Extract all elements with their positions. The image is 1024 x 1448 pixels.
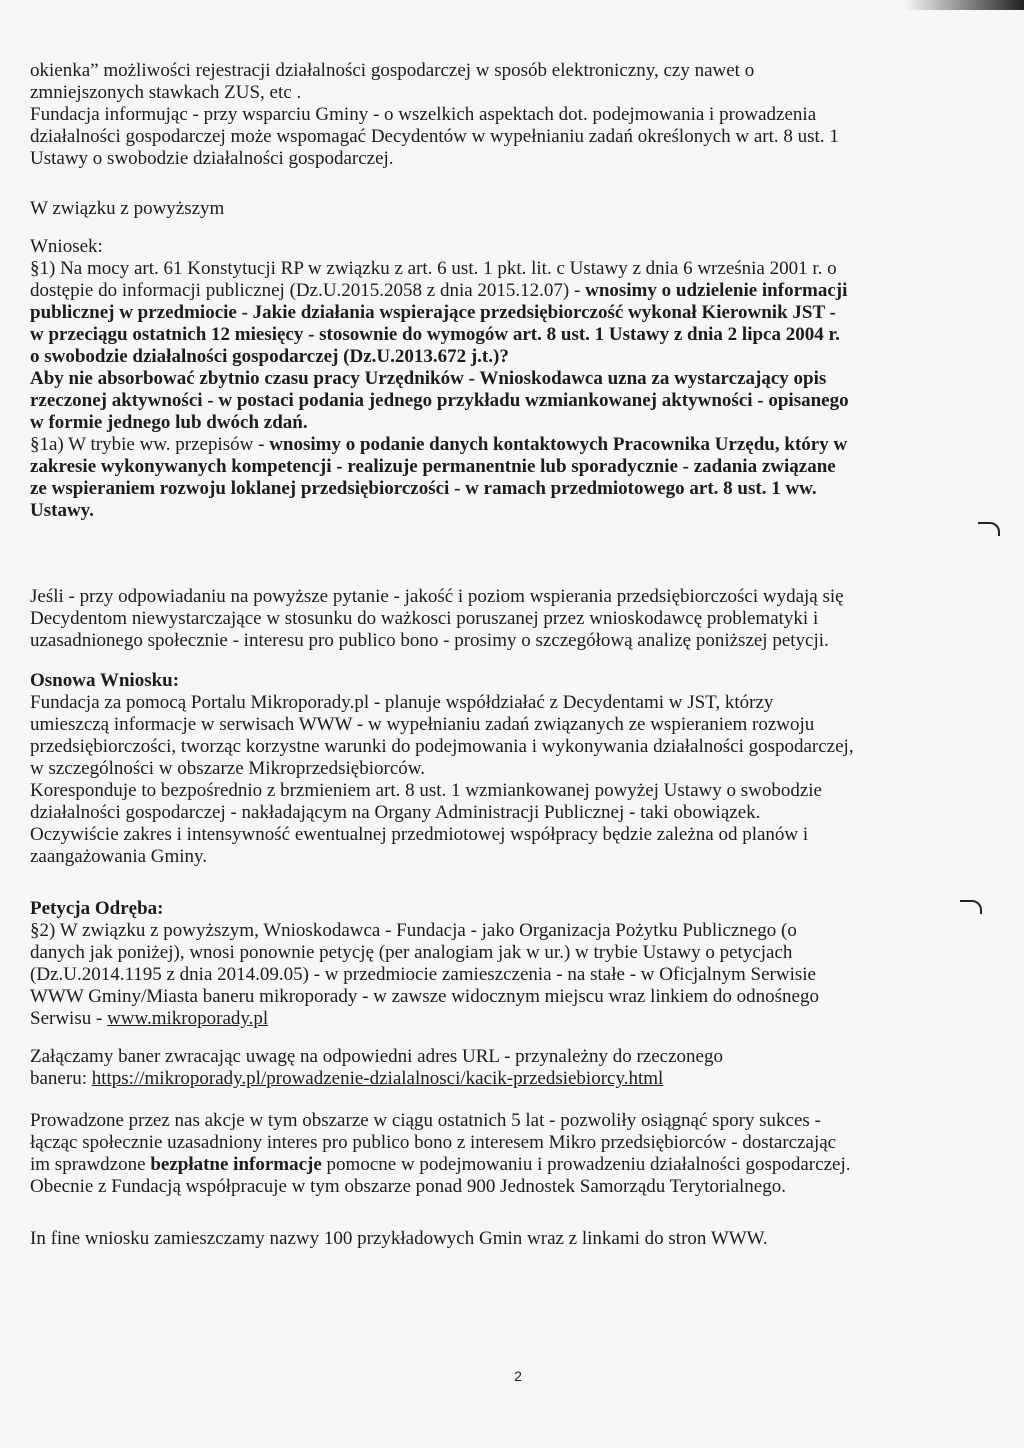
text-line [30,280,980,302]
wniosek-heading: Wniosek: [30,236,103,257]
osnowa-heading: Osnowa Wniosku: [30,670,180,691]
text-line: działalności gospodarczej może wspomagać Decydentów w wypełnianiu zadań określonych w art. 8 ust. 1 [30,126,839,147]
jesli-paragraph [30,586,980,652]
text-span: §1a) W trybie ww. przepisów - [30,434,270,455]
petycja-section [30,898,980,1030]
punch-hole-mark [960,900,982,914]
text-span: baneru: [30,1068,92,1089]
text-line: Prowadzone przez nas akcje w tym obszarze w ciągu ostatnich 5 lat - pozwoliły osiągnąć spory sukces - [30,1110,821,1131]
text-line: Oczywiście zakres i intensywność ewentualnej przedmiotowej współpracy będzie zależna od planów i [30,824,809,845]
text-line [30,1154,980,1176]
bold-span: bezpłatne informacje [150,1154,322,1175]
zalaczamy-paragraph [30,1046,980,1090]
text-line: umieszczą informacje w serwisach WWW - w wypełnianiu zadań związanych ze wspieraniem rozwoju [30,714,815,735]
text-span: dostępie do informacji publicznej (Dz.U.2015.2058 z dnia 2015.12.07) - [30,280,586,301]
text-line [30,434,980,456]
text-line: §2) W związku z powyższym, Wnioskodawca - Fundacja - jako Organizacja Pożytku Publicznego (o [30,920,797,941]
text-line: publicznej w przedmiocie - Jakie działania wspierające przedsiębiorczość wykonał Kierownik JST - [30,302,836,323]
text-line: Ustawy o swobodzie działalności gospodarczej. [30,148,394,169]
text-line [30,1068,980,1090]
page-number: 2 [514,1368,522,1384]
text-line: okienka” możliwości rejestracji działalności gospodarczej w sposób elektroniczny, czy nawet o [30,60,755,81]
text-line: Załączamy baner zwracając uwagę na odpowiedni adres URL - przynależny do rzeczonego [30,1046,723,1067]
text-line [30,1008,980,1030]
text-line: Ustawy. [30,500,94,521]
bold-span: wnosimy o udzielenie informacji [585,280,848,301]
text-line: WWW Gminy/Miasta baneru mikroporady - w zawsze widocznym miejscu wraz linkiem do odnośnego [30,986,819,1007]
text-line: o swobodzie działalności gospodarczej (Dz.U.2013.672 j.t.)? [30,346,509,367]
text-line: w szczególności w obszarze Mikroprzedsiębiorców. [30,758,425,779]
text-line: Obecnie z Fundacją współpracuje w tym obszarze ponad 900 Jednostek Samorządu Terytorialnego. [30,1176,786,1197]
text-line: Aby nie absorbować zbytnio czasu pracy Urzędników - Wnioskodawca uzna za wystarczający opis [30,368,827,389]
text-line: ze wspieraniem rozwoju loklanej przedsiębiorczości - w ramach przedmiotowego art. 8 ust. 1 ww. [30,478,817,499]
text-line: uzasadnionego społecznie - interesu pro publico bono - prosimy o szczegółową analizę poniższej petycji. [30,630,829,651]
text-line: Fundacja informując - przy wsparciu Gminy - o wszelkich aspektach dot. podejmowania i prowadzenia [30,104,817,125]
text-line: działalności gospodarczej - nakładającym na Organy Administracji Publicznej - taki obowiązek. [30,802,761,823]
text-line: danych jak poniżej), wnosi ponownie petycję (per analogiam jak w ur.) w trybie Ustawy o petycjach [30,942,793,963]
wniosek-section [30,236,980,522]
osnowa-section [30,670,980,868]
text-line: w formie jednego lub dwóch zdań. [30,412,308,433]
text-line: w przeciągu ostatnich 12 miesięcy - stosownie do wymogów art. 8 ust. 1 Ustawy z dnia 2 lipca 2004 r. [30,324,840,345]
text-line: rzeczonej aktywności - w postaci podania jednego przykładu wzmiankowanej aktywności - opisanego [30,390,849,411]
text-span: pomocne w podejmowaniu i prowadzeniu działalności gospodarczej. [321,1154,851,1175]
prowadzone-paragraph [30,1110,980,1198]
document-page [30,60,980,1384]
banner-url-link[interactable]: https://mikroporady.pl/prowadzenie-dzialalnosci/kacik-przedsiebiorcy.html [91,1068,664,1089]
text-line: zmniejszonych stawkach ZUS, etc . [30,82,302,103]
text-line: (Dz.U.2014.1195 z dnia 2014.09.05) - w przedmiocie zamieszczenia - na stałe - w Oficjalnym Serwisie [30,964,816,985]
text-line: zaangażowania Gminy. [30,846,208,867]
text-span: im sprawdzone [30,1154,151,1175]
text-span: Serwisu - [30,1008,108,1029]
punch-hole-mark [978,522,1000,536]
text-line: Fundacja za pomocą Portalu Mikroporady.pl - planuje współdziałać z Decydentami w JST, którzy [30,692,774,713]
bold-span: wnosimy o podanie danych kontaktowych Pracownika Urzędu, który w [269,434,848,455]
text-line: Jeśli - przy odpowiadaniu na powyższe pytanie - jakość i poziom wspierania przedsiębiorczości wydają się [30,586,844,607]
infine-paragraph: In fine wniosku zamieszczamy nazwy 100 przykładowych Gmin wraz z linkami do stron WWW. [30,1228,768,1249]
text-line: §1) Na mocy art. 61 Konstytucji RP w związku z art. 6 ust. 1 pkt. lit. c Ustawy z dnia 6 września 2001 r. o [30,258,837,279]
mikroporady-link[interactable]: www.mikroporady.pl [107,1008,269,1029]
text-line: Koresponduje to bezpośrednio z brzmieniem art. 8 ust. 1 wzmiankowanej powyżej Ustawy o swobodzie [30,780,822,801]
scan-edge [904,0,1024,10]
text-line: przedsiębiorczości, tworząc korzystne warunki do podejmowania i wykonywania działalności gospodarczej, [30,736,854,757]
text-line: łącząc społecznie uzasadniony interes pro publico bono z interesem Mikro przedsiębiorców - dostarczając [30,1132,837,1153]
text-line: zakresie wykonywanych kompetencji - realizuje permanentnie lub sporadycznie - zadania związane [30,456,836,477]
petycja-heading: Petycja Odręba: [30,898,164,919]
connector-text: W związku z powyższym [30,198,225,219]
text-line: Decydentom niewystarczające w stosunku do ważkosci poruszanej przez wnioskodawcę problematyki i [30,608,819,629]
intro-paragraph [30,60,980,170]
